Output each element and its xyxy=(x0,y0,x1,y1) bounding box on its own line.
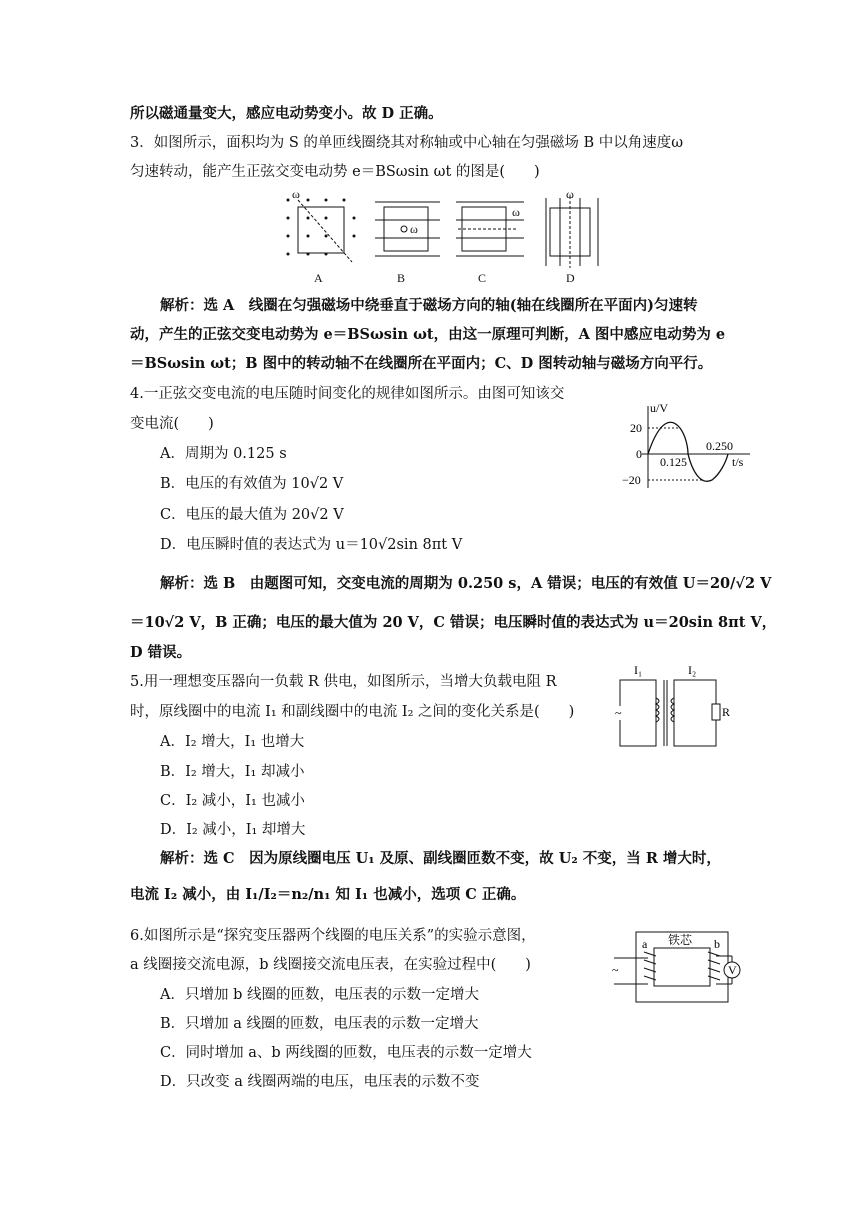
a3-line-2: 动，产生的正弦交变电动势为 e＝BSωsin ωt，由这一原理可判断，A 图中感应电动势为 e xyxy=(130,326,726,343)
q6-option-c: C．同时增加 a、b 两线圈的匝数，电压表的示数一定增大 xyxy=(160,1045,532,1061)
q5-stem-1: 5.用一理想变压器向一负载 R 供电，如图所示，当增大负载电阻 R xyxy=(130,674,557,690)
q3-figure xyxy=(280,187,610,285)
q3-label-b: B xyxy=(397,271,406,285)
q3-omega-d: ω xyxy=(566,187,574,201)
q6-label-a: a xyxy=(642,937,648,951)
q5-option-d: D．I₂ 减小，I₁ 却增大 xyxy=(160,822,306,838)
q6-option-d: D．只改变 a 线圈两端的电压，电压表的示数不变 xyxy=(160,1074,480,1090)
q5-stem-2: 时，原线圈中的电流 I₁ 和副线圈中的电流 I₂ 之间的变化关系是( ) xyxy=(130,704,575,720)
q4-xlabel: t/s xyxy=(732,455,744,469)
q3-fig-a xyxy=(287,187,356,285)
q4-option-c: C．电压的最大值为 20√2 V xyxy=(160,507,344,523)
q4-figure xyxy=(620,400,760,495)
q3-omega-c: ω xyxy=(512,205,520,219)
q4-stem-1: 4.一正弦交变电流的电压随时间变化的规律如图所示。由图可知该交 xyxy=(130,386,565,402)
q6-label-core: 铁芯 xyxy=(668,933,693,947)
q3-fig-c xyxy=(456,202,524,285)
q4-ylabel: u/V xyxy=(650,401,668,415)
q3-label-d: D xyxy=(566,271,575,285)
a3-line-3: ＝BSωsin ωt；B 图中的转动轴不在线圈所在平面内；C、D 图转动轴与磁场方向平行。 xyxy=(130,355,713,372)
q5-option-b: B．I₂ 增大，I₁ 却减小 xyxy=(160,764,305,780)
q6-option-b: B．只增加 a 线圈的匝数，电压表的示数一定增大 xyxy=(160,1016,479,1032)
q5-option-a: A．I₂ 增大，I₁ 也增大 xyxy=(160,734,305,750)
q6-stem-2: a 线圈接交流电源，b 线圈接交流电压表，在实验过程中( ) xyxy=(130,957,531,973)
q3-stem-2: 匀速转动，能产生正弦交变电动势 e＝BSωsin ωt 的图是( ) xyxy=(130,164,540,180)
q6-figure xyxy=(608,922,753,1014)
q3-fig-d xyxy=(546,187,598,285)
q4-ytick-top: 20 xyxy=(630,421,642,435)
line-prev-conclusion: 所以磁通量变大，感应电动势变小。故 D 正确。 xyxy=(130,105,443,122)
q5-figure xyxy=(608,662,731,754)
a5-line-1: 解析：选 C 因为原线圈电压 U₁ 及原、副线圈匝数不变，故 U₂ 不变，当 R 增大时， xyxy=(160,850,721,867)
q4-option-a: A．周期为 0.125 s xyxy=(160,446,287,462)
q3-omega-a: ω xyxy=(292,187,300,201)
q3-fig-b xyxy=(375,202,440,285)
q4-ytick-bottom: −20 xyxy=(622,473,641,487)
q4-ytick-zero: 0 xyxy=(636,447,642,461)
q6-option-a: A．只增加 b 线圈的匝数，电压表的示数一定增大 xyxy=(160,987,479,1003)
a4-line-2: ＝10√2 V，B 正确；电压的最大值为 20 V，C 错误；电压瞬时值的表达式为 u＝20sin 8πt V， xyxy=(130,614,777,631)
q4-xtick-half: 0.125 xyxy=(660,455,687,469)
q5-label-r: R xyxy=(722,705,731,719)
q6-voltmeter-label: V xyxy=(728,963,737,977)
q5-label-i2: I₂ xyxy=(688,663,697,677)
q6-label-b: b xyxy=(714,937,720,951)
q6-stem-1: 6.如图所示是“探究变压器两个线圈的电压关系”的实验示意图， xyxy=(130,928,536,944)
q4-stem-2: 变电流( ) xyxy=(130,416,214,432)
q3-label-a: A xyxy=(314,271,323,285)
a4-line-1: 解析：选 B 由题图可知，交变电流的周期为 0.250 s，A 错误；电压的有效值 U＝20/√2 V xyxy=(160,575,772,592)
q4-option-b: B．电压的有效值为 10√2 V xyxy=(160,476,344,492)
a5-line-2: 电流 I₂ 减小，由 I₁/I₂＝n₂/n₁ 知 I₁ 也减小，选项 C 正确。 xyxy=(130,886,526,903)
q3-omega-b: ω xyxy=(410,222,418,236)
q5-label-i1: I₁ xyxy=(634,663,643,677)
q4-xtick-full: 0.250 xyxy=(706,439,733,453)
q3-stem-1: 3．如图所示，面积均为 S 的单匝线圈绕其对称轴或中心轴在匀强磁场 B 中以角速度ω xyxy=(130,135,684,151)
q6-ac-source-icon: ~ xyxy=(612,963,619,977)
q5-option-c: C．I₂ 减小，I₁ 也减小 xyxy=(160,793,305,809)
q4-option-d: D．电压瞬时值的表达式为 u＝10√2sin 8πt V xyxy=(160,537,463,553)
a4-line-3: D 错误。 xyxy=(130,644,192,661)
q5-ac-source-icon: ~ xyxy=(615,706,622,720)
a3-line-1: 解析：选 A 线圈在匀强磁场中绕垂直于磁场方向的轴(轴在线圈所在平面内)匀速转 xyxy=(160,297,698,314)
q3-label-c: C xyxy=(478,271,487,285)
